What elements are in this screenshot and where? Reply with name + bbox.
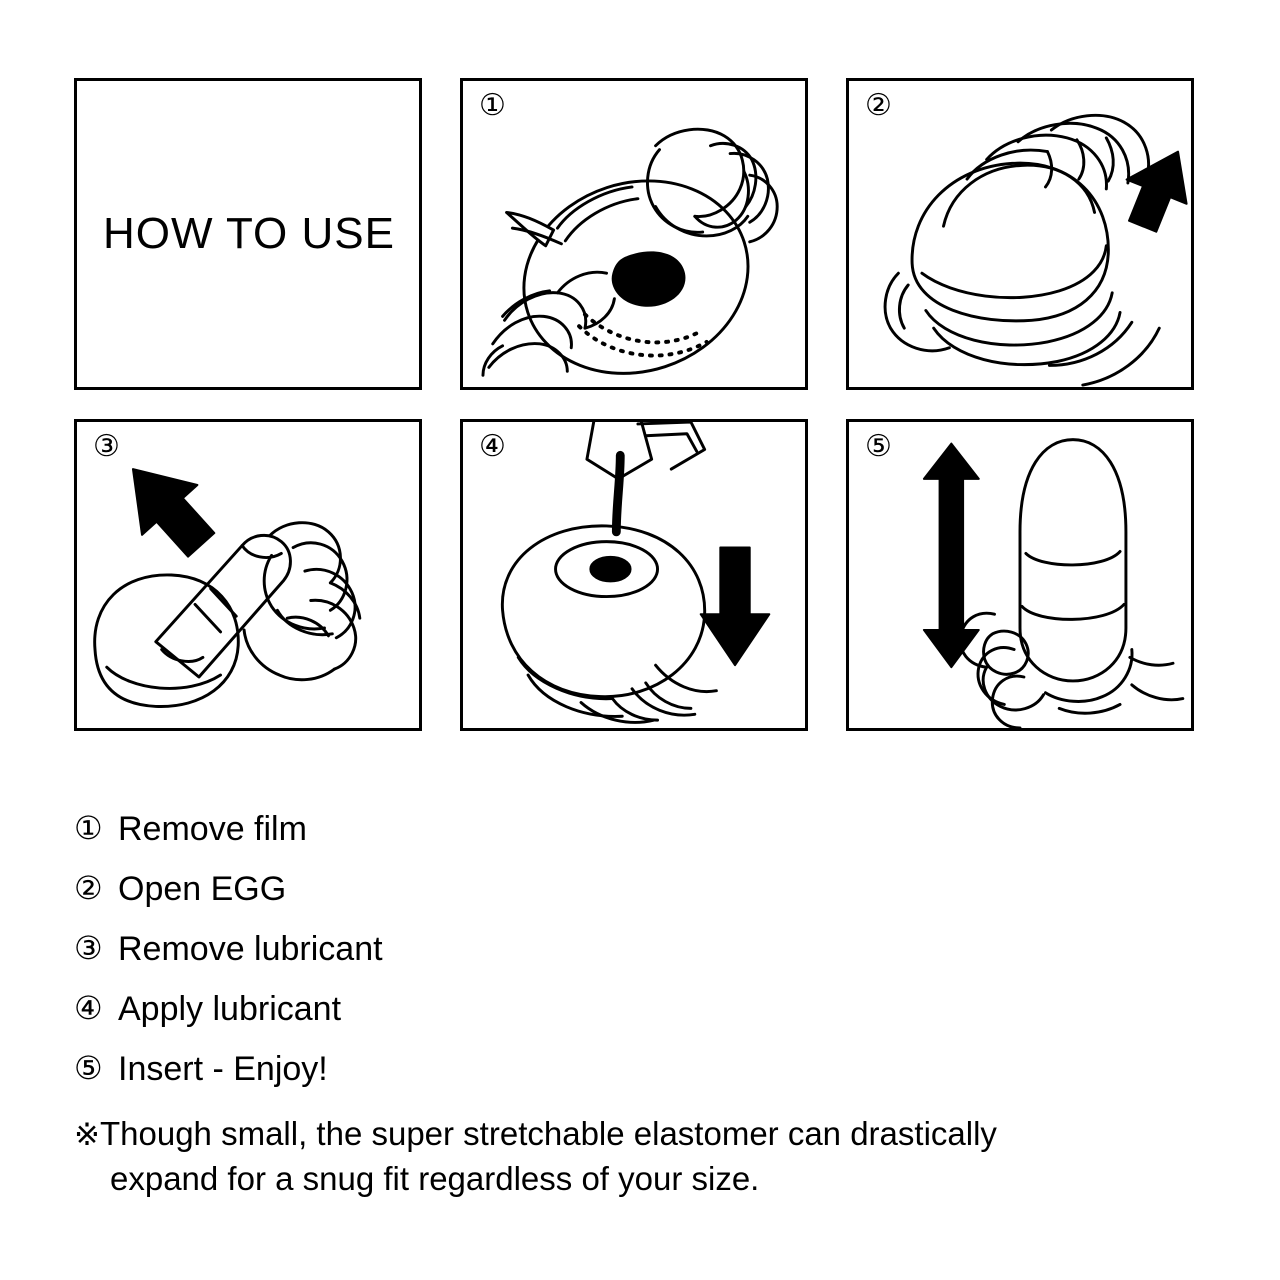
step-label: Apply lubricant — [118, 990, 342, 1028]
list-item — [74, 932, 1204, 966]
step-label: Remove film — [118, 810, 307, 848]
list-item — [74, 992, 1204, 1026]
illustration-remove-lubricant — [77, 422, 419, 728]
panel-step-5 — [846, 419, 1194, 731]
step-number: ④ — [74, 990, 103, 1026]
panel-step-3 — [74, 419, 422, 731]
step-number: ⑤ — [74, 1050, 103, 1086]
step-number: ② — [74, 870, 103, 906]
illustration-insert-enjoy — [849, 422, 1191, 728]
footnote-line-2: expand for a snug fit regardless of your size. — [110, 1159, 760, 1197]
panel-step-2 — [846, 78, 1194, 390]
panel-step-number: ② — [865, 89, 892, 122]
step-caption-list — [74, 812, 1204, 1201]
illustration-open-egg — [849, 81, 1191, 387]
panel-step-number: ④ — [479, 430, 506, 463]
panel-step-number: ① — [479, 89, 506, 122]
panel-grid — [74, 78, 1196, 731]
step-label: Open EGG — [118, 870, 287, 908]
footnote-mark: ※ — [74, 1117, 100, 1152]
list-item — [74, 812, 1204, 846]
footnote — [74, 1112, 1184, 1201]
panel-step-number: ③ — [93, 430, 120, 463]
list-item — [74, 872, 1204, 906]
step-label: Remove lubricant — [118, 930, 383, 968]
illustration-apply-lubricant — [463, 422, 805, 728]
panel-step-4 — [460, 419, 808, 731]
footnote-line-1: Though small, the super stretchable elastomer can drastically — [99, 1115, 997, 1152]
list-item — [74, 1052, 1204, 1086]
panel-step-number: ⑤ — [865, 430, 892, 463]
panel-step-1 — [460, 78, 808, 390]
step-number: ③ — [74, 930, 103, 966]
illustration-remove-film — [463, 81, 805, 387]
title-panel — [74, 78, 422, 390]
step-number: ① — [74, 810, 103, 846]
page-title: HOW TO USE — [103, 209, 395, 258]
step-label: Insert - Enjoy! — [118, 1050, 328, 1088]
